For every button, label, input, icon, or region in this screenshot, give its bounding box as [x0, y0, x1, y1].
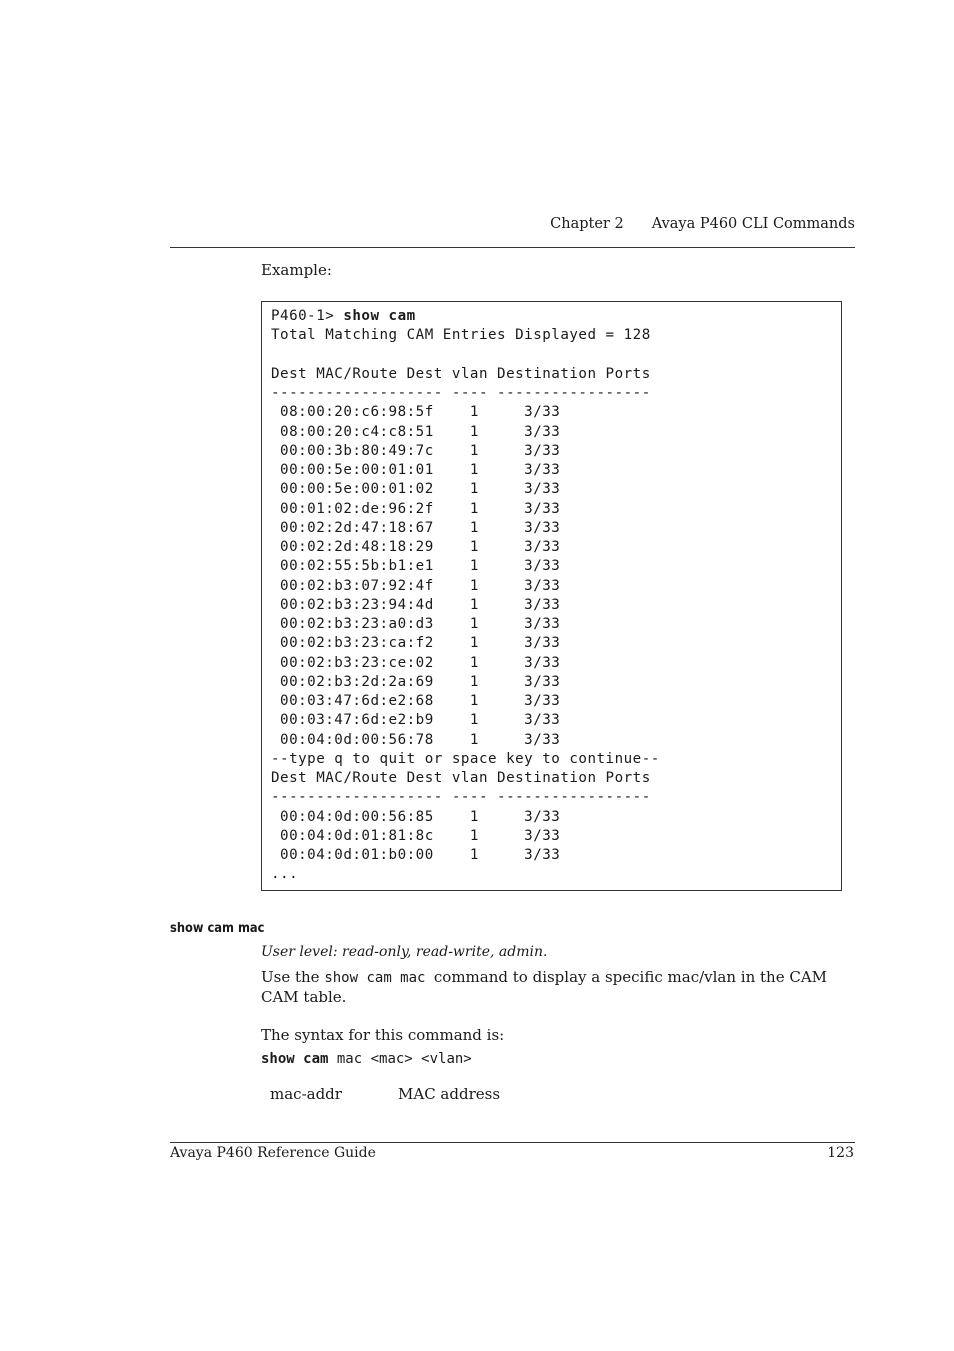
syntax-args: mac <mac> <vlan> [328, 1051, 472, 1067]
code-line: Dest MAC/Route Dest vlan Destination Ports [271, 365, 651, 382]
syntax-line [261, 1051, 472, 1067]
page-header [170, 216, 855, 232]
code-line: 00:04:0d:01:b0:00 1 3/33 [271, 847, 561, 863]
example-label: Example: [261, 261, 332, 279]
code-line: 00:00:5e:00:01:01 1 3/33 [271, 462, 561, 478]
desc-after: command to display a specific mac/vlan in the CAM CAM table. [261, 968, 828, 1006]
code-line: 00:04:0d:00:56:78 1 3/33 [271, 731, 561, 748]
user-level: User level: read-only, read-write, admin. [261, 944, 548, 960]
param-name: mac-addr [270, 1085, 342, 1103]
header-divider [170, 247, 855, 248]
desc-code: show cam mac [324, 970, 434, 986]
code-line: 00:02:b3:23:ce:02 1 3/33 [271, 654, 561, 671]
param-description: MAC address [398, 1085, 501, 1103]
footer-divider [170, 1142, 855, 1143]
code-line: 00:02:b3:2d:2a:69 1 3/33 [271, 673, 561, 690]
code-command: show cam [343, 308, 416, 324]
footer-title: Avaya P460 Reference Guide [170, 1145, 376, 1161]
chapter-label: Chapter 2 [550, 216, 624, 232]
command-description [261, 968, 846, 1007]
code-block [271, 307, 660, 885]
code-line: 00:02:2d:47:18:67 1 3/33 [271, 519, 561, 536]
code-line: 08:00:20:c6:98:5f 1 3/33 [271, 404, 561, 421]
code-line: 00:00:3b:80:49:7c 1 3/33 [271, 442, 561, 459]
code-line: ... [271, 866, 299, 883]
code-line: 00:00:5e:00:01:02 1 3/33 [271, 481, 561, 498]
desc-before: Use the [261, 968, 325, 986]
code-line: Total Matching CAM Entries Displayed = 128 [271, 327, 651, 344]
code-line: 08:00:20:c4:c8:51 1 3/33 [271, 423, 561, 440]
code-line: 00:02:b3:07:92:4f 1 3/33 [271, 577, 561, 594]
code-line: 00:01:02:de:96:2f 1 3/33 [271, 500, 561, 517]
section-title: show cam mac [170, 920, 265, 936]
code-line: ------------------- ---- ----------------- [271, 385, 651, 401]
code-line: 00:04:0d:01:81:8c 1 3/33 [271, 827, 561, 844]
code-line: 00:04:0d:00:56:85 1 3/33 [271, 808, 561, 825]
code-example-box [261, 301, 842, 891]
chapter-title: Avaya P460 CLI Commands [651, 216, 855, 232]
code-prompt: P460-1> [271, 308, 344, 324]
code-line: 00:02:b3:23:a0:d3 1 3/33 [271, 616, 561, 632]
page-number: 123 [827, 1145, 854, 1161]
code-line: 00:02:b3:23:94:4d 1 3/33 [271, 596, 561, 613]
code-line: Dest MAC/Route Dest vlan Destination Ports [271, 770, 651, 786]
code-line: 00:03:47:6d:e2:b9 1 3/33 [271, 712, 561, 729]
syntax-intro: The syntax for this command is: [261, 1026, 505, 1044]
syntax-command: show cam [261, 1051, 329, 1067]
code-line: 00:03:47:6d:e2:68 1 3/33 [271, 693, 561, 709]
code-line: --type q to quit or space key to continue-- [271, 750, 660, 767]
code-output [271, 327, 660, 882]
code-line: 00:02:2d:48:18:29 1 3/33 [271, 539, 561, 555]
code-line: ------------------- ---- ----------------- [271, 789, 651, 806]
code-line: 00:02:b3:23:ca:f2 1 3/33 [271, 635, 561, 652]
code-line: 00:02:55:5b:b1:e1 1 3/33 [271, 558, 561, 575]
